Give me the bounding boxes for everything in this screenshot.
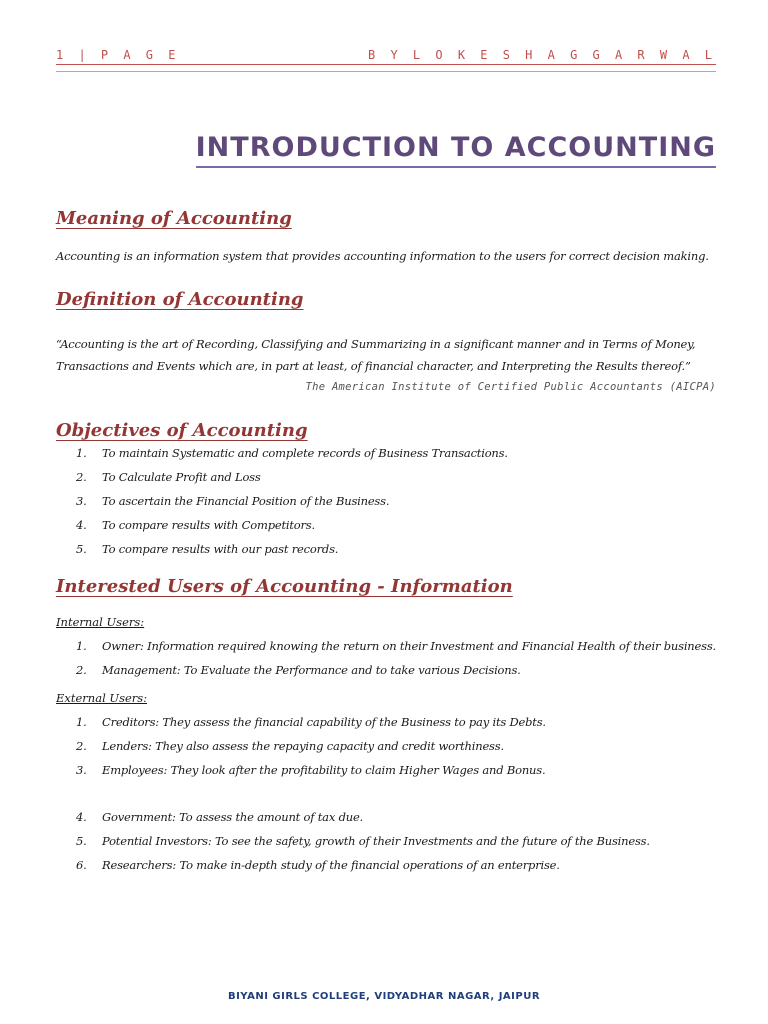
page-footer: BIYANI GIRLS COLLEGE, VIDYADHAR NAGAR, JAIPUR xyxy=(227,991,541,1002)
page-number-label: 1 | P A G E xyxy=(56,48,180,62)
external-users-list-continued xyxy=(56,805,728,877)
list-item: 4. To compare results with Competitors. xyxy=(76,518,315,532)
list-item: 5. Potential Investors: To see the safety, growth of their Investments and the future of the Business. xyxy=(76,834,650,848)
author-label: B Y L O K E S H A G G A R W A L xyxy=(368,48,716,62)
list-item: 2. Lenders: They also assess the repaying capacity and credit worthiness. xyxy=(76,739,504,753)
list-item: 6. Researchers: To make in-depth study of the financial operations of an enterprise. xyxy=(76,858,560,872)
internal-users-label: Internal Users: xyxy=(56,615,145,629)
list-item: 3. To ascertain the Financial Position of the Business. xyxy=(76,494,390,508)
objectives-list xyxy=(56,441,728,561)
heading-definition: Definition of Accounting xyxy=(56,289,304,310)
heading-objectives: Objectives of Accounting xyxy=(56,420,308,441)
list-item: 2. Management: To Evaluate the Performance and to take various Decisions. xyxy=(76,663,521,677)
list-item: 5. To compare results with our past records. xyxy=(76,542,339,556)
list-item: 1. Creditors: They assess the financial capability of the Business to pay its Debts. xyxy=(76,715,546,729)
definition-attribution: The American Institute of Certified Public Accountants (AICPA) xyxy=(305,381,716,393)
page-title: INTRODUCTION TO ACCOUNTING xyxy=(196,132,716,168)
list-item: 4. Government: To assess the amount of tax due. xyxy=(76,810,364,824)
list-item: 1. To maintain Systematic and complete records of Business Transactions. xyxy=(76,446,508,460)
header-divider xyxy=(56,71,716,72)
definition-quote: “Accounting is the art of Recording, Classifying and Summarizing in a significant manner and in Terms of Money, Transactions and Events which are, in part at least, of financial character, and Interpreting the Results thereof.” xyxy=(56,337,696,373)
heading-meaning: Meaning of Accounting xyxy=(56,208,292,229)
page-header xyxy=(56,48,716,65)
external-users-list xyxy=(56,710,728,782)
external-users-label: External Users: xyxy=(56,691,148,705)
list-item: 1. Owner: Information required knowing the return on their Investment and Financial Health of their business. xyxy=(76,639,716,653)
internal-users-list xyxy=(56,634,728,682)
meaning-text: Accounting is an information system that provides accounting information to the users for correct decision making. xyxy=(56,249,709,263)
list-item: 3. Employees: They look after the profitability to claim Higher Wages and Bonus. xyxy=(76,763,546,777)
heading-users: Interested Users of Accounting - Information xyxy=(56,576,513,597)
list-item: 2. To Calculate Profit and Loss xyxy=(76,470,261,484)
